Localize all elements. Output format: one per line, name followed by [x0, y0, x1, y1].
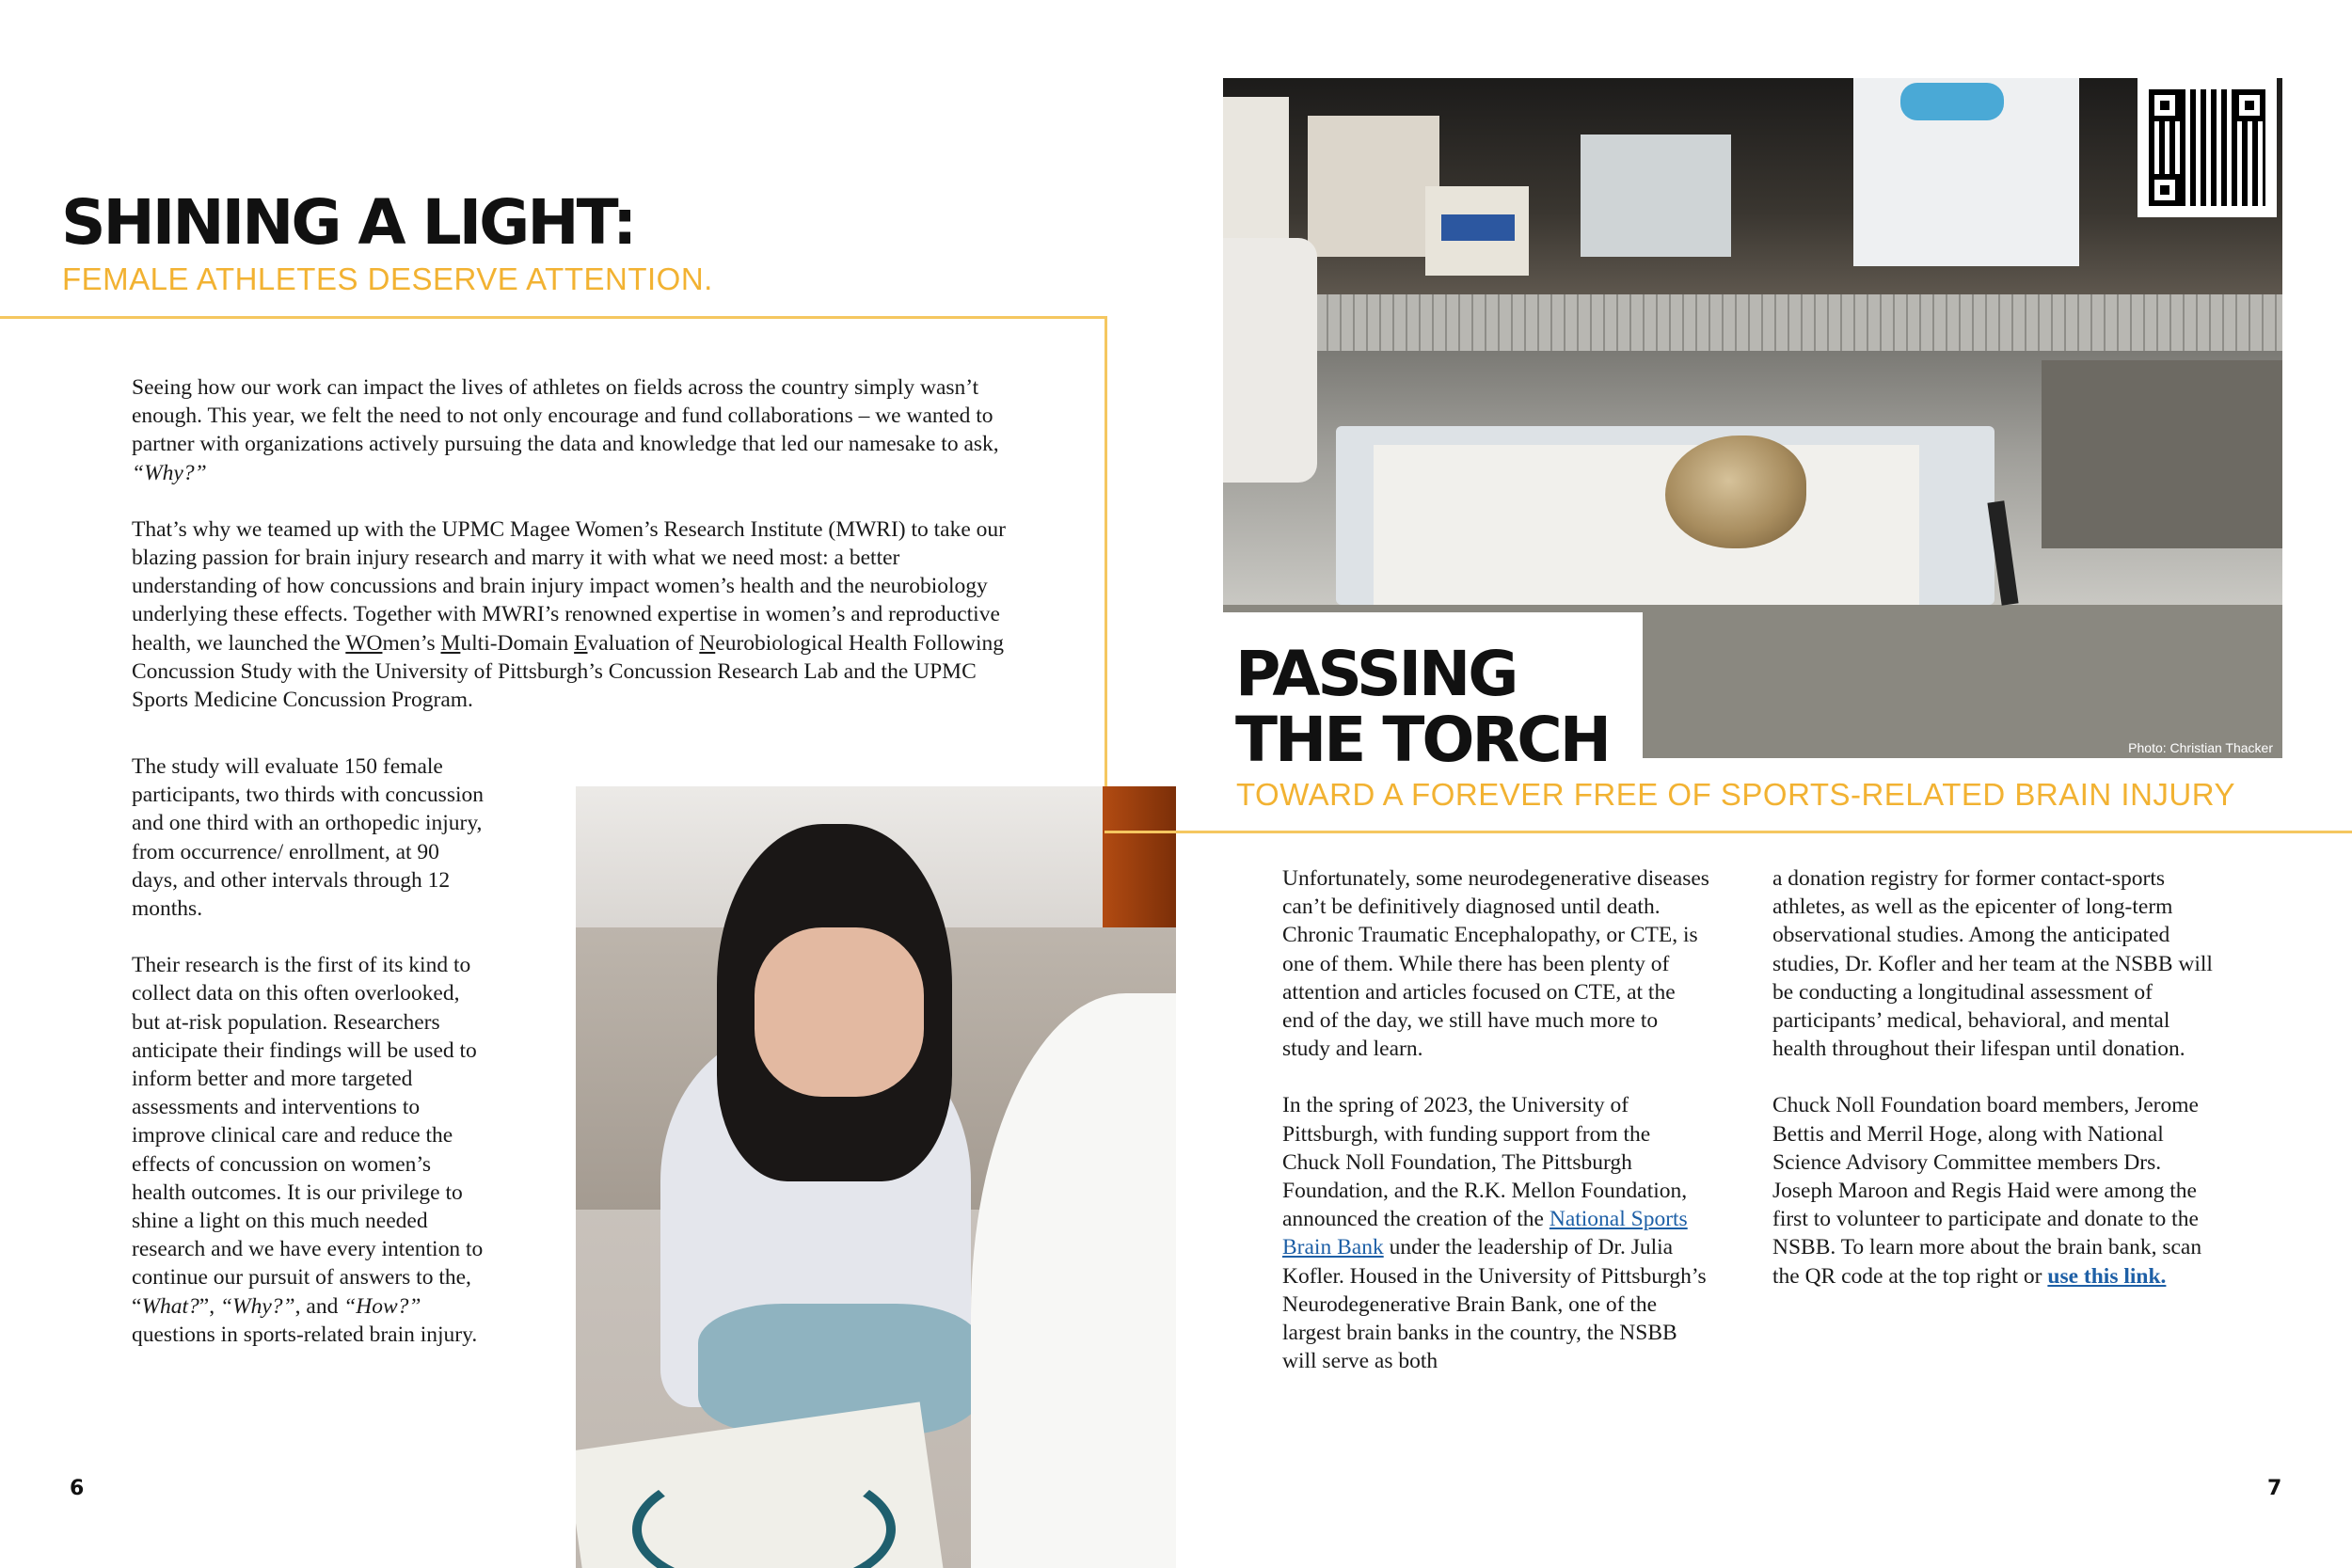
- left-paragraph-2: That’s why we teamed up with the UPMC Magee Women’s Research Institute (MWRI) to take our blazing passion for brain injury research and marry it with what we need most: a better understanding of how concussions and brain injury impact women’s health and the neurobiology underlying these effects. Together with MWRI’s renowned expertise in women’s and reproductive health, we launched the WOmen’s Multi-Domain Evaluation of Neurobiological Health Following Concussion Study with the University of Pittsburgh’s Concussion Research Lab and the UPMC Sports Medicine Concussion Program.: [132, 516, 1006, 713]
- brain-specimen: [1665, 436, 1806, 548]
- right-paragraph-2: In the spring of 2023, the University of Pittsburgh, with funding support from the Chuck Noll Foundation, The Pittsburgh Foundation, and the R.K. Mellon Foundation, announced the creation of the National Sports Brain Bank under the leadership of Dr. Julia Kofler. Housed in the University of Pittsburgh’s Neurodegenerative Brain Bank, one of the largest brain banks in the country, the NSBB will serve as both: [1282, 1093, 1707, 1374]
- right-column-1: [1282, 864, 1710, 1375]
- national-sports-brain-bank-link[interactable]: National Sports Brain Bank: [1282, 1207, 1688, 1260]
- left-paragraph-4: Their research is the first of its kind to collect data on this often overlooked, but at-risk population. Researchers anticipate their findings will be used to inform better and more targeted assessments and interventions to improve clinical care and reduce the effects of concussion on women’s health outcomes. It is our privilege to shine a light on this much needed research and we have every intention to continue our pursuit of answers to the, “What?”, “Why?”, and “How?” questions in sports-related brain injury.: [132, 953, 484, 1347]
- right-title: [1235, 638, 1609, 776]
- left-subtitle: FEMALE ATHLETES DESERVE ATTENTION.: [62, 261, 713, 296]
- left-intro-text: [132, 373, 1016, 714]
- left-title: SHINING A LIGHT:: [61, 186, 635, 259]
- right-frame-bottom: [1104, 831, 2352, 833]
- right-paragraph-1: Unfortunately, some neurodegenerative diseases can’t be definitively diagnosed until death. Chronic Traumatic Encephalopathy, or CTE, is one of them. While there has been plenty of attention and articles focused on CTE, at the end of the day, we still have much more to study and learn.: [1282, 866, 1709, 1062]
- right-page-number: 7: [2267, 1477, 2282, 1500]
- photo-credit: Photo: Christian Thacker: [2128, 740, 2273, 755]
- left-page-number: 6: [70, 1477, 85, 1500]
- right-paragraph-3: a donation registry for former contact-sports athletes, as well as the epicenter of long-term observational studies. Among the anticipated studies, Dr. Kofler and her team at the NSBB will be conducting a longitudinal assessment of participants’ medical, behavioral, and mental health throughout their lifespan until donation.: [1772, 866, 2213, 1062]
- left-paragraph-1: Seeing how our work can impact the lives of athletes on fields across the country simply wasn’t enough. This year, we felt the need to not only encourage and fund collaborations – we wanted to partner with organizations actively pursuing the data and knowledge that led our namesake to ask, “Why?”: [132, 375, 999, 485]
- woman-photo: [576, 786, 1176, 1568]
- qr-code[interactable]: [2137, 78, 2277, 217]
- right-column-2: [1772, 864, 2215, 1291]
- right-paragraph-4: Chuck Noll Foundation board members, Jerome Bettis and Merril Hoge, along with National Science Advisory Committee members Drs. Joseph Maroon and Regis Haid were among the first to volunteer to participate and donate to the NSBB. To learn more about the brain bank, scan the QR code at the top right or use this link.: [1772, 1093, 2202, 1289]
- left-frame-top: [0, 316, 1107, 319]
- right-title-line-2: THE TORCH: [1235, 704, 1609, 776]
- left-column-text: [132, 752, 487, 1349]
- right-title-line-1: PASSING: [1235, 638, 1517, 710]
- right-subtitle: TOWARD A FOREVER FREE OF SPORTS-RELATED BRAIN INJURY: [1236, 777, 2236, 812]
- use-this-link[interactable]: use this link.: [2047, 1263, 2167, 1289]
- frame-vertical: [1104, 316, 1107, 833]
- left-paragraph-3: The study will evaluate 150 female participants, two thirds with concussion and one third with an orthopedic injury, from occurrence/ enrollment, at 90 days, and other intervals through 12 months.: [132, 754, 484, 922]
